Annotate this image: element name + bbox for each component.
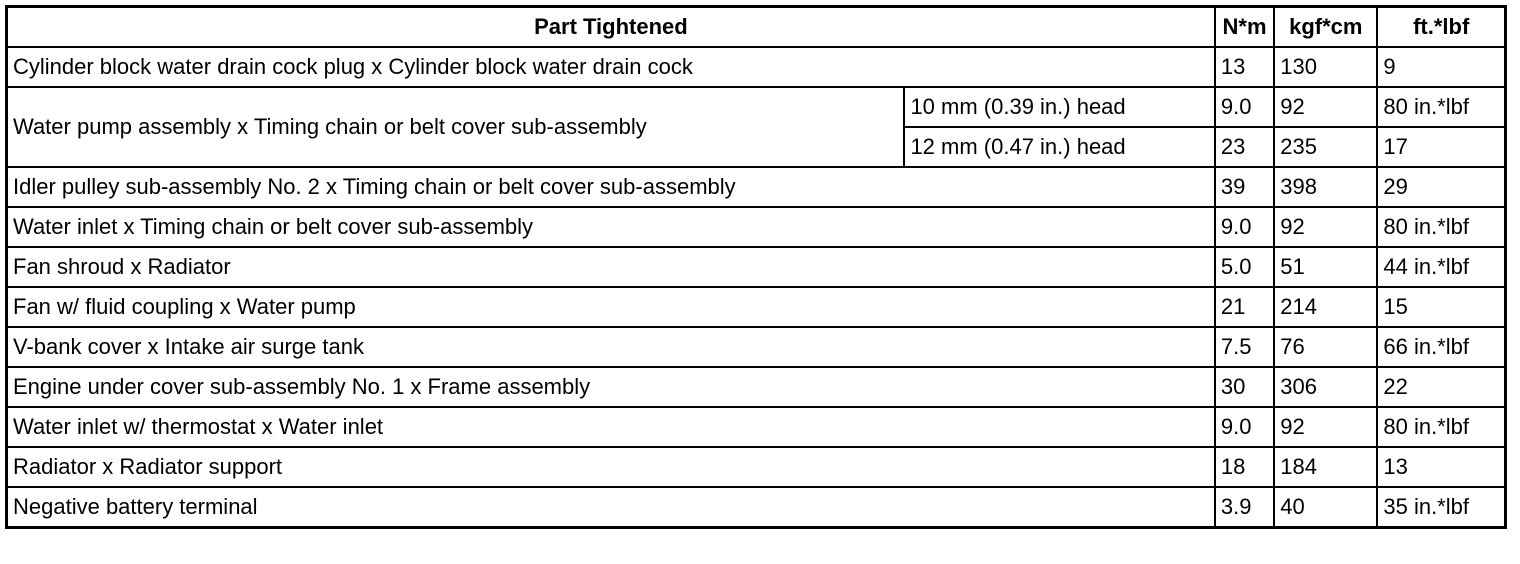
part-cell: Idler pulley sub-assembly No. 2 x Timing chain or belt cover sub-assembly	[7, 167, 1215, 207]
ft-cell: 13	[1377, 447, 1505, 487]
ft-cell: 80 in.*lbf	[1377, 207, 1505, 247]
nm-cell: 13	[1215, 47, 1274, 87]
nm-cell: 9.0	[1215, 407, 1274, 447]
table-row	[7, 87, 1506, 127]
ft-cell: 66 in.*lbf	[1377, 327, 1505, 367]
part-cell: Water inlet w/ thermostat x Water inlet	[7, 407, 1215, 447]
nm-cell: 7.5	[1215, 327, 1274, 367]
table-row	[7, 287, 1506, 327]
nm-cell: 39	[1215, 167, 1274, 207]
nm-cell: 18	[1215, 447, 1274, 487]
ft-cell: 80 in.*lbf	[1377, 407, 1505, 447]
kgf-cell: 76	[1274, 327, 1377, 367]
header-part-tightened: Part Tightened	[7, 7, 1215, 48]
part-cell: Cylinder block water drain cock plug x Cylinder block water drain cock	[7, 47, 1215, 87]
torque-spec-table	[5, 5, 1507, 529]
nm-cell: 9.0	[1215, 87, 1274, 127]
nm-cell: 9.0	[1215, 207, 1274, 247]
part-cell: Water inlet x Timing chain or belt cover sub-assembly	[7, 207, 1215, 247]
kgf-cell: 130	[1274, 47, 1377, 87]
table-row	[7, 247, 1506, 287]
table-row	[7, 367, 1506, 407]
ft-cell: 15	[1377, 287, 1505, 327]
nm-cell: 21	[1215, 287, 1274, 327]
part-cell: Radiator x Radiator support	[7, 447, 1215, 487]
header-kgf-cm: kgf*cm	[1274, 7, 1377, 48]
kgf-cell: 40	[1274, 487, 1377, 528]
kgf-cell: 306	[1274, 367, 1377, 407]
ft-cell: 35 in.*lbf	[1377, 487, 1505, 528]
kgf-cell: 235	[1274, 127, 1377, 167]
kgf-cell: 51	[1274, 247, 1377, 287]
part-cell: Negative battery terminal	[7, 487, 1215, 528]
nm-cell: 23	[1215, 127, 1274, 167]
part-cell: V-bank cover x Intake air surge tank	[7, 327, 1215, 367]
ft-cell: 29	[1377, 167, 1505, 207]
table-header-row	[7, 7, 1506, 48]
ft-cell: 9	[1377, 47, 1505, 87]
sub-cell: 12 mm (0.47 in.) head	[904, 127, 1214, 167]
table-row	[7, 207, 1506, 247]
table-row	[7, 327, 1506, 367]
kgf-cell: 92	[1274, 87, 1377, 127]
part-cell: Fan shroud x Radiator	[7, 247, 1215, 287]
kgf-cell: 184	[1274, 447, 1377, 487]
kgf-cell: 214	[1274, 287, 1377, 327]
part-cell: Water pump assembly x Timing chain or belt cover sub-assembly	[7, 87, 905, 167]
table-row	[7, 487, 1506, 528]
ft-cell: 17	[1377, 127, 1505, 167]
part-cell: Engine under cover sub-assembly No. 1 x Frame assembly	[7, 367, 1215, 407]
header-ft-lbf: ft.*lbf	[1377, 7, 1505, 48]
sub-cell: 10 mm (0.39 in.) head	[904, 87, 1214, 127]
nm-cell: 5.0	[1215, 247, 1274, 287]
ft-cell: 22	[1377, 367, 1505, 407]
table-row	[7, 407, 1506, 447]
kgf-cell: 92	[1274, 407, 1377, 447]
header-nm: N*m	[1215, 7, 1274, 48]
ft-cell: 44 in.*lbf	[1377, 247, 1505, 287]
table-row	[7, 447, 1506, 487]
nm-cell: 30	[1215, 367, 1274, 407]
ft-cell: 80 in.*lbf	[1377, 87, 1505, 127]
nm-cell: 3.9	[1215, 487, 1274, 528]
table-row	[7, 47, 1506, 87]
kgf-cell: 398	[1274, 167, 1377, 207]
table-row	[7, 167, 1506, 207]
part-cell: Fan w/ fluid coupling x Water pump	[7, 287, 1215, 327]
kgf-cell: 92	[1274, 207, 1377, 247]
